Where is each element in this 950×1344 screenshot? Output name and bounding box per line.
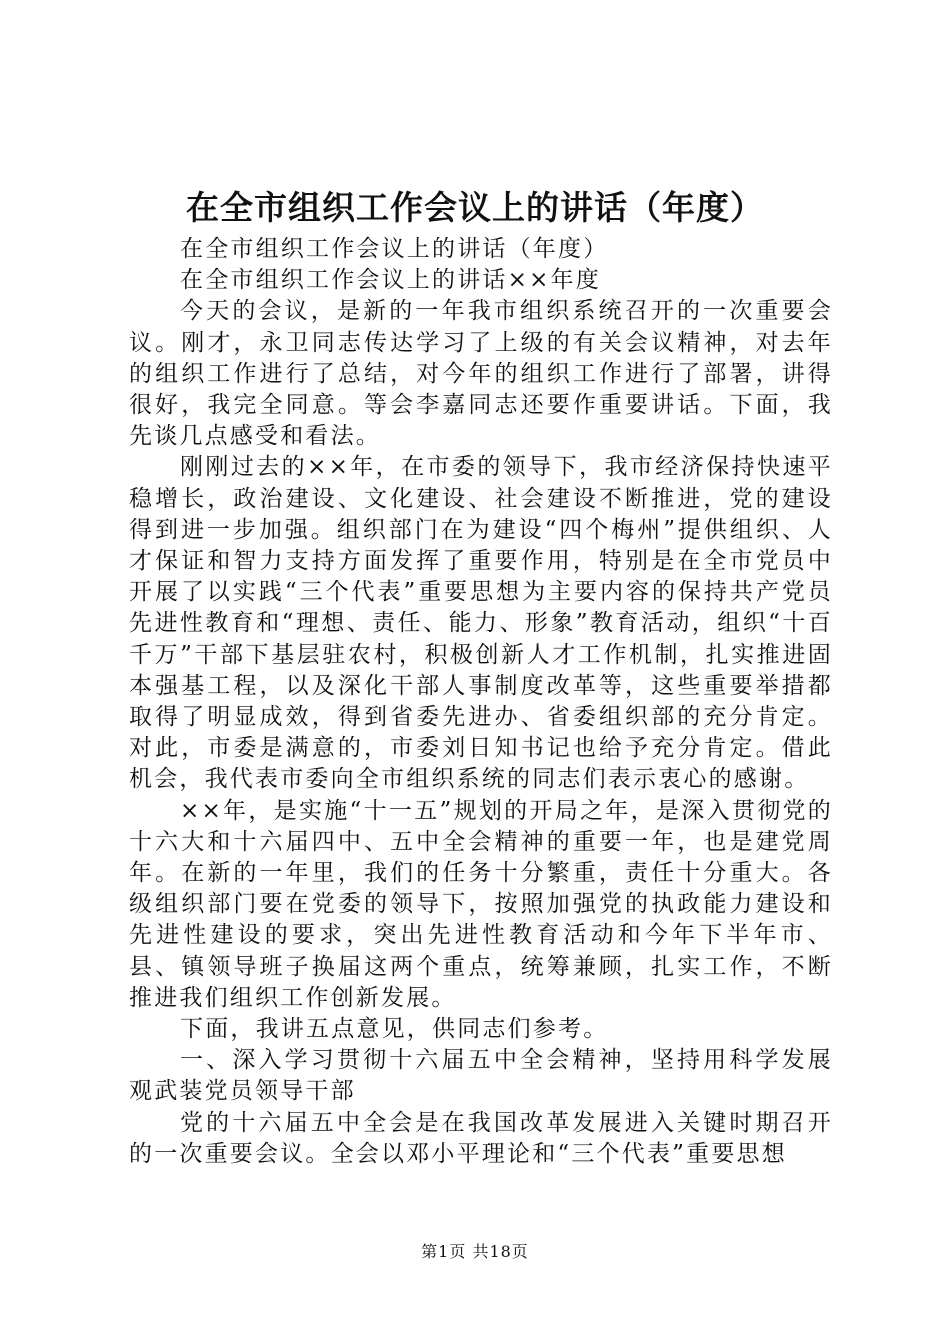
page-number-footer: 第1页 共18页 [421,1242,529,1261]
paragraph: ××年，是实施“十一五”规划的开局之年，是深入贯彻党的十六大和十六届四中、五中全会精神的重要一年，也是建党周年。在新的一年里，我们的任务十分繁重，责任十分重大。各级组织部门要在党委的领导下，按照加强党的执政能力建设和先进性建设的要求，突出先进性教育活动和今年下半年市、县、镇领导班子换届这两个重点，统筹兼顾，扎实工作，不断推进我们组织工作创新发展。 [129,797,833,1011]
document-body [129,234,833,1170]
paragraph: 刚刚过去的××年，在市委的领导下，我市经济保持快速平稳增长，政治建设、文化建设、社会建设不断推进，党的建设得到进一步加强。组织部门在为建设“四个梅州”提供组织、人才保证和智力支持方面发挥了重要作用，特别是在全市党员中开展了以实践“三个代表”重要思想为主要内容的保持共产党员先进性教育和“理想、责任、能力、形象”教育活动，组织“十百千万”干部下基层驻农村，积极创新人才工作机制，扎实推进固本强基工程，以及深化干部人事制度改革等，这些重要举措都取得了明显成效，得到省委先进办、省委组织部的充分肯定。对此，市委是满意的，市委刘日知书记也给予充分肯定。借此机会，我代表市委向全市组织系统的同志们表示衷心的感谢。 [129,454,833,793]
paragraph: 今天的会议，是新的一年我市组织系统召开的一次重要会议。刚才，永卫同志传达学习了上级的有关会议精神，对去年的组织工作进行了总结，对今年的组织工作进行了部署，讲得很好，我完全同意。等会李嘉同志还要作重要讲话。下面，我先谈几点感受和看法。 [129,298,833,450]
section-heading: 一、深入学习贯彻十六届五中全会精神，坚持用科学发展观武装党员领导干部 [129,1047,833,1105]
paragraph: 下面，我讲五点意见，供同志们参考。 [180,1016,609,1043]
paragraph: 党的十六届五中全会是在我国改革发展进入关键时期召开的一次重要会议。全会以邓小平理论和“三个代表”重要思想 [129,1109,833,1167]
paragraph: 在全市组织工作会议上的讲话××年度 [180,267,601,294]
document-title: 在全市组织工作会议上的讲话（年度） [186,188,764,227]
paragraph: 在全市组织工作会议上的讲话（年度） [180,236,609,262]
